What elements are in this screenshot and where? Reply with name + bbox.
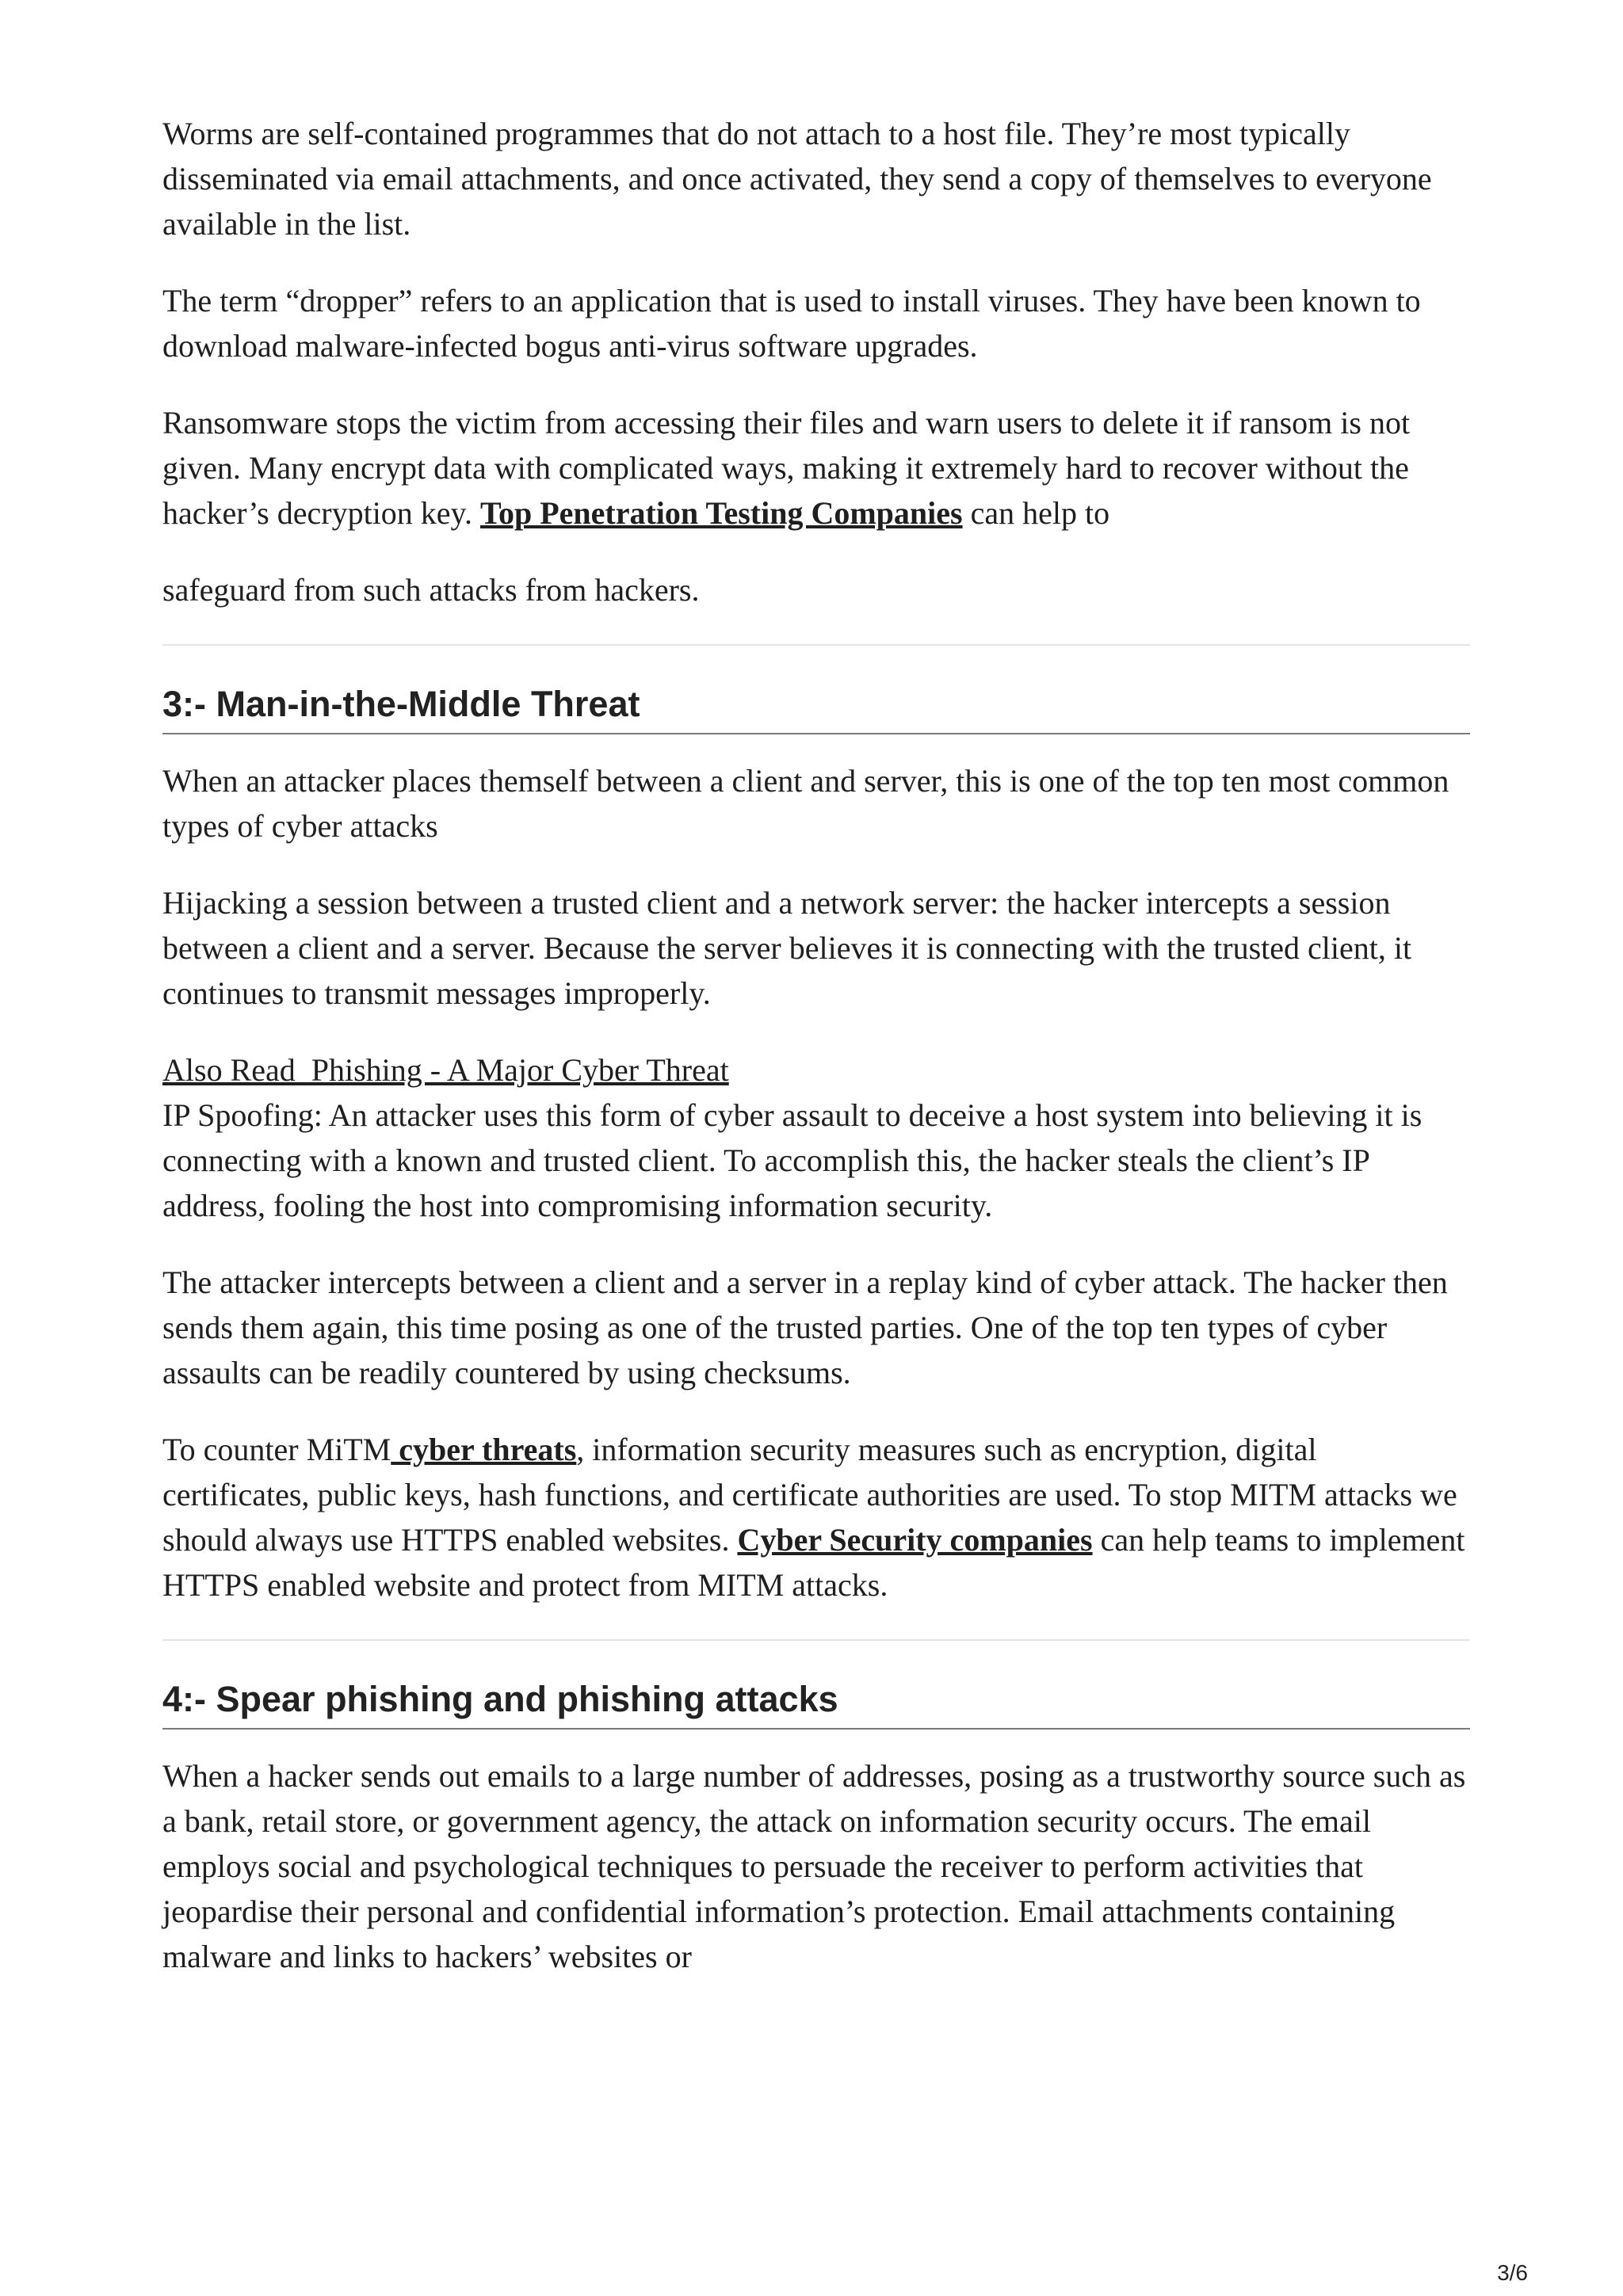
article-body: [162, 111, 1470, 2011]
ransom-text-before: Ransomware stops the victim from accessing their files and warn users to delete it if ransom is not given. Many encrypt data with complicated ways, making it extremely hard to recover without the hacker’s decryption key.: [162, 405, 1411, 531]
countermeasures-text-before: To counter MiTM: [162, 1432, 391, 1467]
link-cyber-threats[interactable]: cyber threats: [391, 1432, 577, 1467]
also-read-link-row: [162, 1047, 1470, 1093]
countermeasures-text-after: can help teams to implement HTTPS enabled website and protect from MITM attacks.: [162, 1522, 1465, 1603]
countermeasures-text-middle: , information security measures such as encryption, digital certificates, public keys, hash functions, and certificate authorities are used. To stop MITM attacks we should always use HTTPS enabled websites.: [162, 1432, 1457, 1558]
paragraph-safeguard: safeguard from such attacks from hackers.: [162, 572, 700, 608]
paragraph-mitm-intro: When an attacker places themself between a client and server, this is one of the top ten most common types of cyber attacks: [162, 763, 1449, 844]
section-divider: [162, 644, 1470, 646]
paragraph-dropper: The term “dropper” refers to an application that is used to install viruses. They have been known to download malware-infected bogus anti-virus software upgrades.: [162, 283, 1421, 364]
also-read-link[interactable]: Also Read Phishing - A Major Cyber Threat: [162, 1052, 729, 1088]
link-top-penetration-testing-companies[interactable]: Top Penetration Testing Companies: [479, 495, 963, 531]
section-heading-phishing: 4:- Spear phishing and phishing attacks: [162, 1677, 1470, 1730]
paragraph-mitm-countermeasures: [162, 1427, 1470, 1608]
section-divider: [162, 1639, 1470, 1641]
link-cyber-security-companies[interactable]: Cyber Security companies: [737, 1522, 1093, 1558]
paragraph-worms: Worms are self-contained programmes that do not attach to a host file. They’re most typically disseminated via email attachments, and once activated, they send a copy of themselves to everyone available in the list.: [162, 116, 1432, 242]
section-heading-mitm: 3:- Man-in-the-Middle Threat: [162, 682, 1470, 734]
paragraph-phishing-intro: When a hacker sends out emails to a large number of addresses, posing as a trustworthy source such as a bank, retail store, or government agency, the attack on information security occurs. The email employs social and psychological techniques to persuade the receiver to perform activities that jeopardise their personal and confidential information’s protection. Email attachments containing malware and links to hackers’ websites or: [162, 1758, 1466, 1974]
paragraph-ip-spoofing: IP Spoofing: An attacker uses this form of cyber assault to deceive a host system into believing it is connecting with a known and trusted client. To accomplish this, the hacker steals the client’s IP address, fooling the host into compromising information security.: [162, 1097, 1423, 1223]
paragraph-session-hijacking: Hijacking a session between a trusted client and a network server: the hacker intercepts a session between a client and a server. Because the server believes it is connecting with the trusted client, it continues to transmit messages improperly.: [162, 885, 1412, 1011]
page-number: 3/6: [1497, 2260, 1528, 2285]
ransom-text-after: can help to: [962, 495, 1110, 531]
paragraph-replay-attack: The attacker intercepts between a client and a server in a replay kind of cyber attack. The hacker then sends them again, this time posing as one of the trusted parties. One of the top ten types of cyber assaults can be readily countered by using checksums.: [162, 1264, 1448, 1390]
paragraph-ransomware: [162, 400, 1470, 536]
